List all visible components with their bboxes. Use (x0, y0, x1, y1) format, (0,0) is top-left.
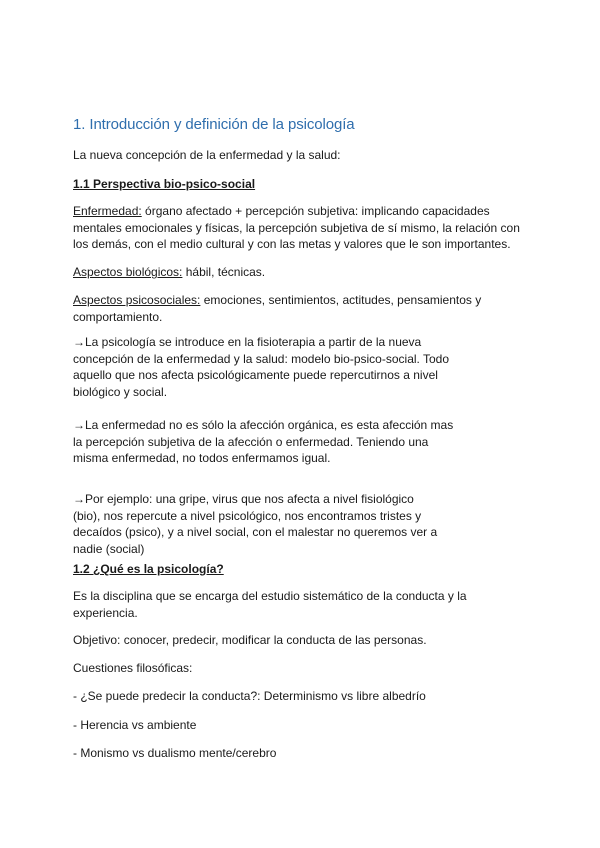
heading-1-2: 1.2 ¿Qué es la psicología? (73, 562, 224, 576)
psico-text: emociones, sentimientos, actitudes, pensamientos y comportamiento. (73, 293, 482, 324)
enfermedad-label: Enfermedad: (73, 204, 142, 218)
arrow-paragraph-2: →La enfermedad no es sólo la afección orgánica, es esta afección mas la percepción subjetiva de la afección o enfermedad. Teniendo una misma enfermedad, no todos enfermamos igual. (73, 418, 454, 465)
psico-paragraph (73, 292, 493, 325)
psico-label: Aspectos psicosociales: (73, 293, 201, 307)
list-item: - ¿Se puede predecir la conducta?: Determinismo vs libre albedrío (73, 689, 426, 703)
heading-1-1: 1.1 Perspectiva bio-psico-social (73, 177, 256, 191)
arrow-paragraph-1: →La psicología se introduce en la fisioterapia a partir de la nueva concepción de la enfermedad y la salud: modelo bio-psico-social. Todo aquello que nos afecta psicológicamente puede repercutirnos a nivel biológico y social. (73, 335, 450, 399)
section-title: 1. Introducción y definición de la psicología (73, 116, 355, 133)
intro-text: La nueva concepción de la enfermedad y la salud: (73, 148, 341, 162)
enfermedad-paragraph (73, 203, 528, 253)
objetivo-text: Objetivo: conocer, predecir, modificar la conducta de las personas. (73, 633, 427, 647)
cuestiones-text: Cuestiones filosóficas: (73, 661, 193, 675)
list-item: - Herencia vs ambiente (73, 718, 197, 732)
bio-label: Aspectos biológicos: (73, 265, 183, 279)
list-item: - Monismo vs dualismo mente/cerebro (73, 746, 277, 760)
bio-text: hábil, técnicas. (182, 265, 266, 279)
bio-paragraph (73, 264, 533, 281)
definition-text: Es la disciplina que se encarga del estudio sistemático de la conducta y la experiencia. (73, 589, 467, 620)
arrow-paragraph-3: →Por ejemplo: una gripe, virus que nos afecta a nivel fisiológico (bio), nos repercute a nivel psicológico, nos encontramos tristes y decaídos (psico), y a nivel social, con el malestar no queremos ver a nadie (social) (73, 492, 438, 556)
enfermedad-text: órgano afectado + percepción subjetiva: implicando capacidades mentales emocionales y físicas, la percepción subjetiva de sí mismo, la relación con los demás, con el medio cultural y con las metas y valores que le son importantes. (73, 204, 520, 251)
